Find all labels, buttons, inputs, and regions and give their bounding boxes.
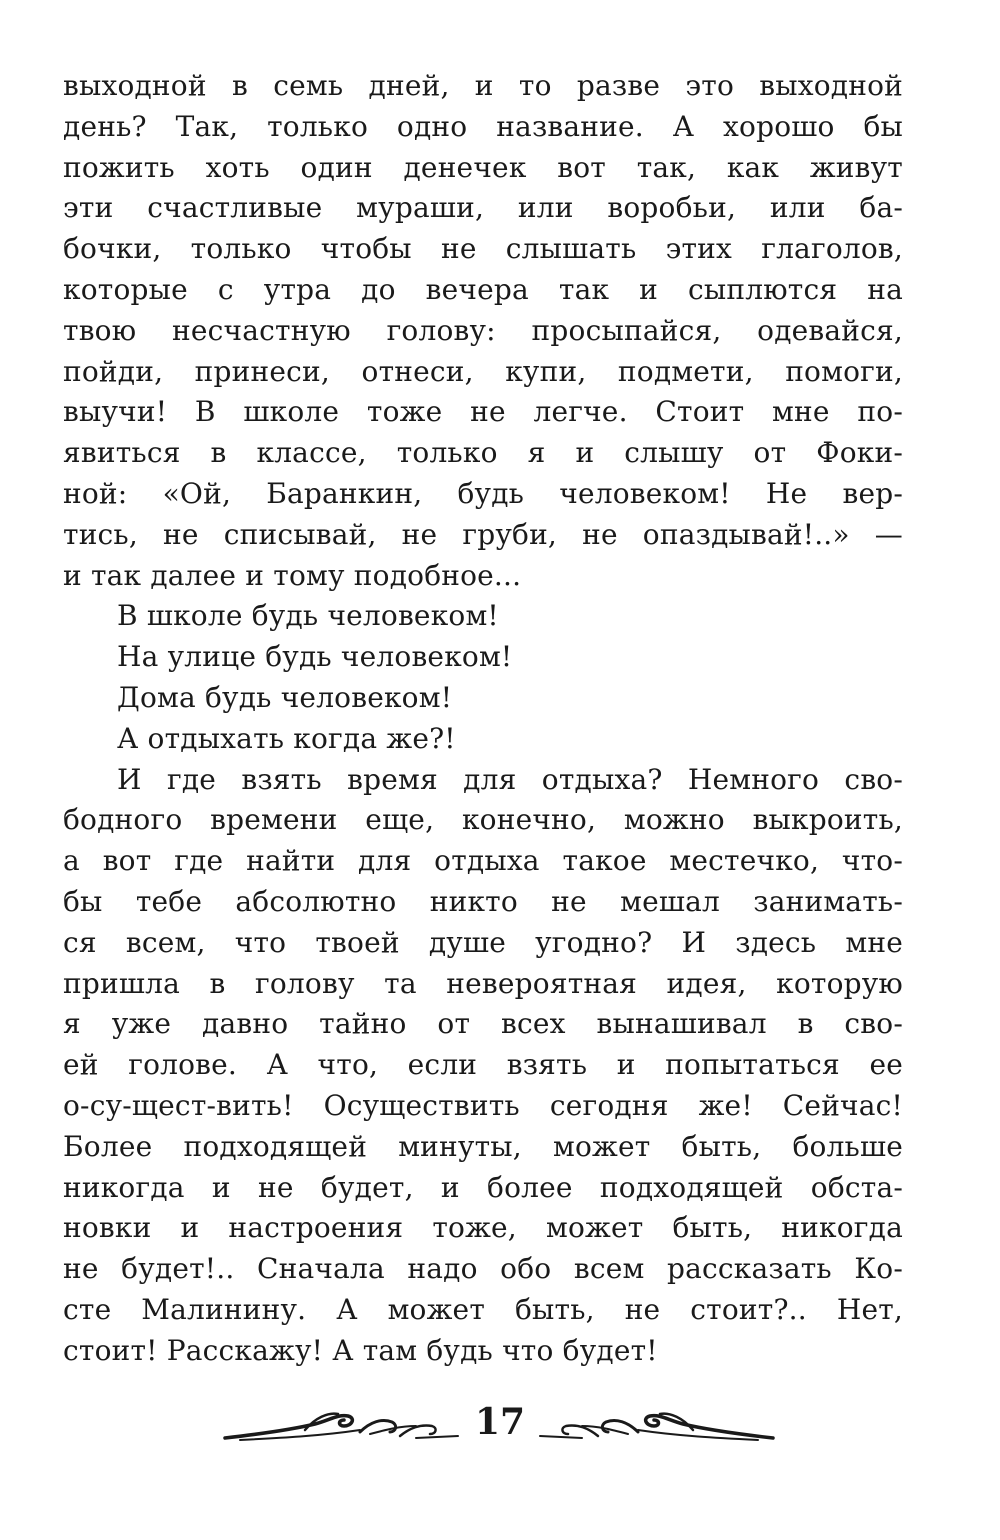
text-line: ся всем, что твоей душе угодно? И здесь мне xyxy=(63,925,903,959)
page-number: 17 xyxy=(474,1401,526,1443)
text-line: тись, не списывай, не груби, не опаздывай!..» — xyxy=(63,517,903,551)
text-line: ной: «Ой, Баранкин, будь человеком! Не вер- xyxy=(63,476,903,510)
text-line: и так далее и тому подобное... xyxy=(63,558,522,592)
text-line: я уже давно тайно от всех вынашивал в сво- xyxy=(63,1007,903,1041)
text-line: твою несчастную голову: просыпайся, одевайся, xyxy=(63,313,903,347)
text-line: эти счастливые мураши, или воробьи, или ба- xyxy=(63,191,903,225)
text-line: никогда и не будет, и более подходящей обста- xyxy=(63,1170,903,1204)
text-line: стоит! Расскажу! А там будь что будет! xyxy=(63,1333,658,1367)
text-line: сте Малинину. А может быть, не стоит?.. Нет, xyxy=(63,1292,903,1326)
text-line: Более подходящей минуты, может быть, больше xyxy=(63,1129,903,1163)
paragraph-4 xyxy=(63,678,903,719)
text-line: а вот где найти для отдыха такое местечко, что- xyxy=(63,844,903,878)
text-line: бочки, только чтобы не слышать этих глаголов, xyxy=(63,232,903,266)
paragraph-5 xyxy=(63,719,903,760)
text-line: выучи! В школе тоже не легче. Стоит мне по- xyxy=(63,395,903,429)
text-line: А отдыхать когда же?! xyxy=(117,721,456,755)
text-line: Дома будь человеком! xyxy=(117,680,453,714)
text-line: бодного времени еще, конечно, можно выкроить, xyxy=(63,803,903,837)
page-footer xyxy=(220,1400,780,1460)
paragraph-3 xyxy=(63,637,903,678)
text-line: пришла в голову та невероятная идея, которую xyxy=(63,966,903,1000)
text-line: И где взять время для отдыха? Немного сво- xyxy=(117,762,903,796)
flourish-right-icon xyxy=(538,1400,778,1450)
text-line: ей голове. А что, если взять и попытаться ее xyxy=(63,1048,903,1082)
paragraph-1 xyxy=(63,66,903,596)
page-text xyxy=(63,66,903,1372)
text-line: новки и настроения тоже, может быть, никогда xyxy=(63,1211,903,1245)
text-line: На улице будь человеком! xyxy=(117,640,513,674)
text-line: не будет!.. Сначала надо обо всем рассказать Ко- xyxy=(63,1252,903,1286)
text-line: явиться в классе, только я и слышу от Фоки- xyxy=(63,436,903,470)
text-line: пожить хоть один денечек вот так, как живут xyxy=(63,150,903,184)
text-line: которые с утра до вечера так и сыплются на xyxy=(63,272,903,306)
flourish-left-icon xyxy=(220,1400,460,1450)
text-line: пойди, принеси, отнеси, купи, подмети, помоги, xyxy=(63,354,903,388)
paragraph-6 xyxy=(63,760,903,1372)
text-line: выходной в семь дней, и то разве это выходной xyxy=(63,69,903,102)
paragraph-2 xyxy=(63,596,903,637)
text-line: о-су-щест-вить! Осуществить сегодня же! Сейчас! xyxy=(63,1088,903,1122)
text-line: бы тебе абсолютно никто не мешал занимать- xyxy=(63,884,903,918)
text-line: В школе будь человеком! xyxy=(117,599,499,633)
text-line: день? Так, только одно название. А хорошо бы xyxy=(63,109,903,143)
